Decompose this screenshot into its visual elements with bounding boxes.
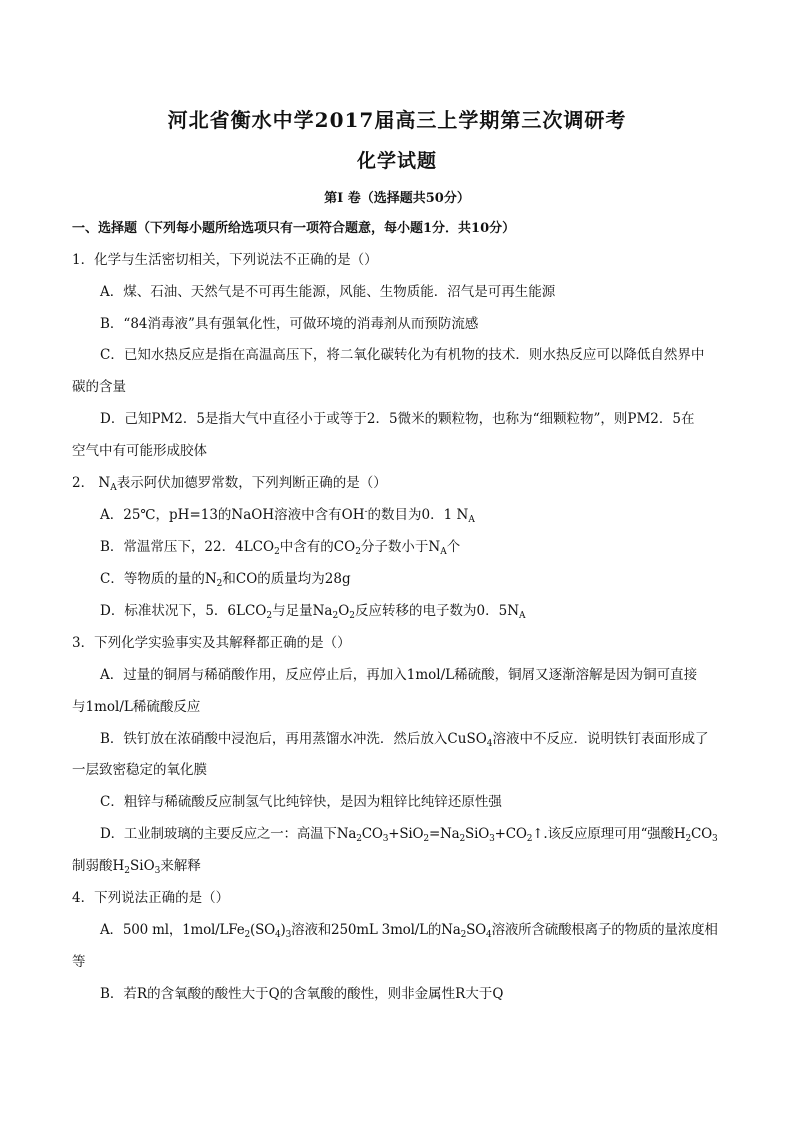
question-4-option-a-cont: 等 [72,954,86,970]
question-1-option-a: A．煤、石油、天然气是不可再生能源，风能、生物质能．沼气是可再生能源 [100,284,556,300]
question-1-option-c: C．已知水热反应是指在高温高压下，将二氧化碳转化为有机物的技术．则水热反应可以降低自然界中 [100,347,705,363]
question-3-option-b: B．铁钉放在浓硝酸中浸泡后，再用蒸馏水冲洗．然后放入CuSO$_4$溶液中不反应．说明铁钉表面形成了 [100,731,709,749]
question-3-option-d: D．工业制玻璃的主要反应之一：高温下$Na_2CO_3+SiO_2=Na_2SiO_3+CO_2↑$.该反应原理可用“强酸$H_2CO_3$ [100,826,718,844]
question-3-option-a-cont: 与1mol/L稀硫酸反应 [72,699,201,715]
question-4-stem: 4．下列说法正确的是（） [72,890,230,906]
subject-title: 化学试题 [356,150,437,172]
question-1-option-b: B．“84消毒液”具有强氧化性，可做环境的消毒剂从而预防流感 [100,316,479,332]
question-3-option-c: C．粗锌与稀硫酸反应制氢气比纯锌快，是因为粗锌比纯锌还原性强 [100,794,502,810]
question-2-option-b: B．常温常压下，22．$4LCO_2$中含有的$CO_2$分子数小于$N_A$个 [100,539,461,557]
question-3-option-a: A．过量的铜屑与稀硝酸作用，反应停止后，再加入1mol/L稀硫酸，铜屑又逐渐溶解是因为铜可直接 [100,667,698,683]
question-2-option-c: C．等物质的量的$N_2$和CO的质量均为28g [100,571,351,589]
question-2-option-a: A．25℃，pH=13的NaOH溶液中含有OH-的数目为0．1 $N_A$ [100,507,475,525]
question-3-option-b-cont: 一层致密稳定的氧化膜 [72,762,207,778]
question-1-stem: 1．化学与生活密切相关，下列说法不正确的是（） [72,252,378,268]
question-2-stem: 2． $N_A$表示阿伏加德罗常数，下列判断正确的是（） [72,475,387,493]
question-2-option-d: D．标准状况下，5．$6LCO_2$与足量$Na_2O_2$反应转移的电子数为0．$5N_A$ [100,603,526,621]
question-1-option-d: D．己知PM2．5是指大气中直径小于或等于2．5微米的颗粒物，也称为“细颗粒物”，则PM2．5在 [100,411,695,427]
section-heading: 一、选择题（下列每小题所给选项只有一项符合题意，每小题1分．共10分） [72,221,516,236]
question-4-option-a: A．500 ml，$1mol/LFe_2(SO_4)_3$溶液和250mL 3mol/L的$Na_2SO_4$溶液所含硫酸根离子的物质的量浓度相 [100,922,718,940]
question-4-option-b: B．若R的含氧酸的酸性大于Q的含氧酸的酸性，则非金属性R大于Q [100,986,504,1002]
exam-title: 河北省衡水中学2017届高三上学期第三次调研考 [167,108,627,132]
question-3-option-d-cont: 制弱酸$H_2SiO_3$来解释 [72,858,201,876]
question-1-option-c-cont: 碳的含量 [72,379,126,395]
part-heading: 第I 卷（选择题共50分） [324,191,470,206]
question-1-option-d-cont: 空气中有可能形成胶体 [72,443,207,459]
question-3-stem: 3．下列化学实验事实及其解释都正确的是（） [72,635,351,651]
